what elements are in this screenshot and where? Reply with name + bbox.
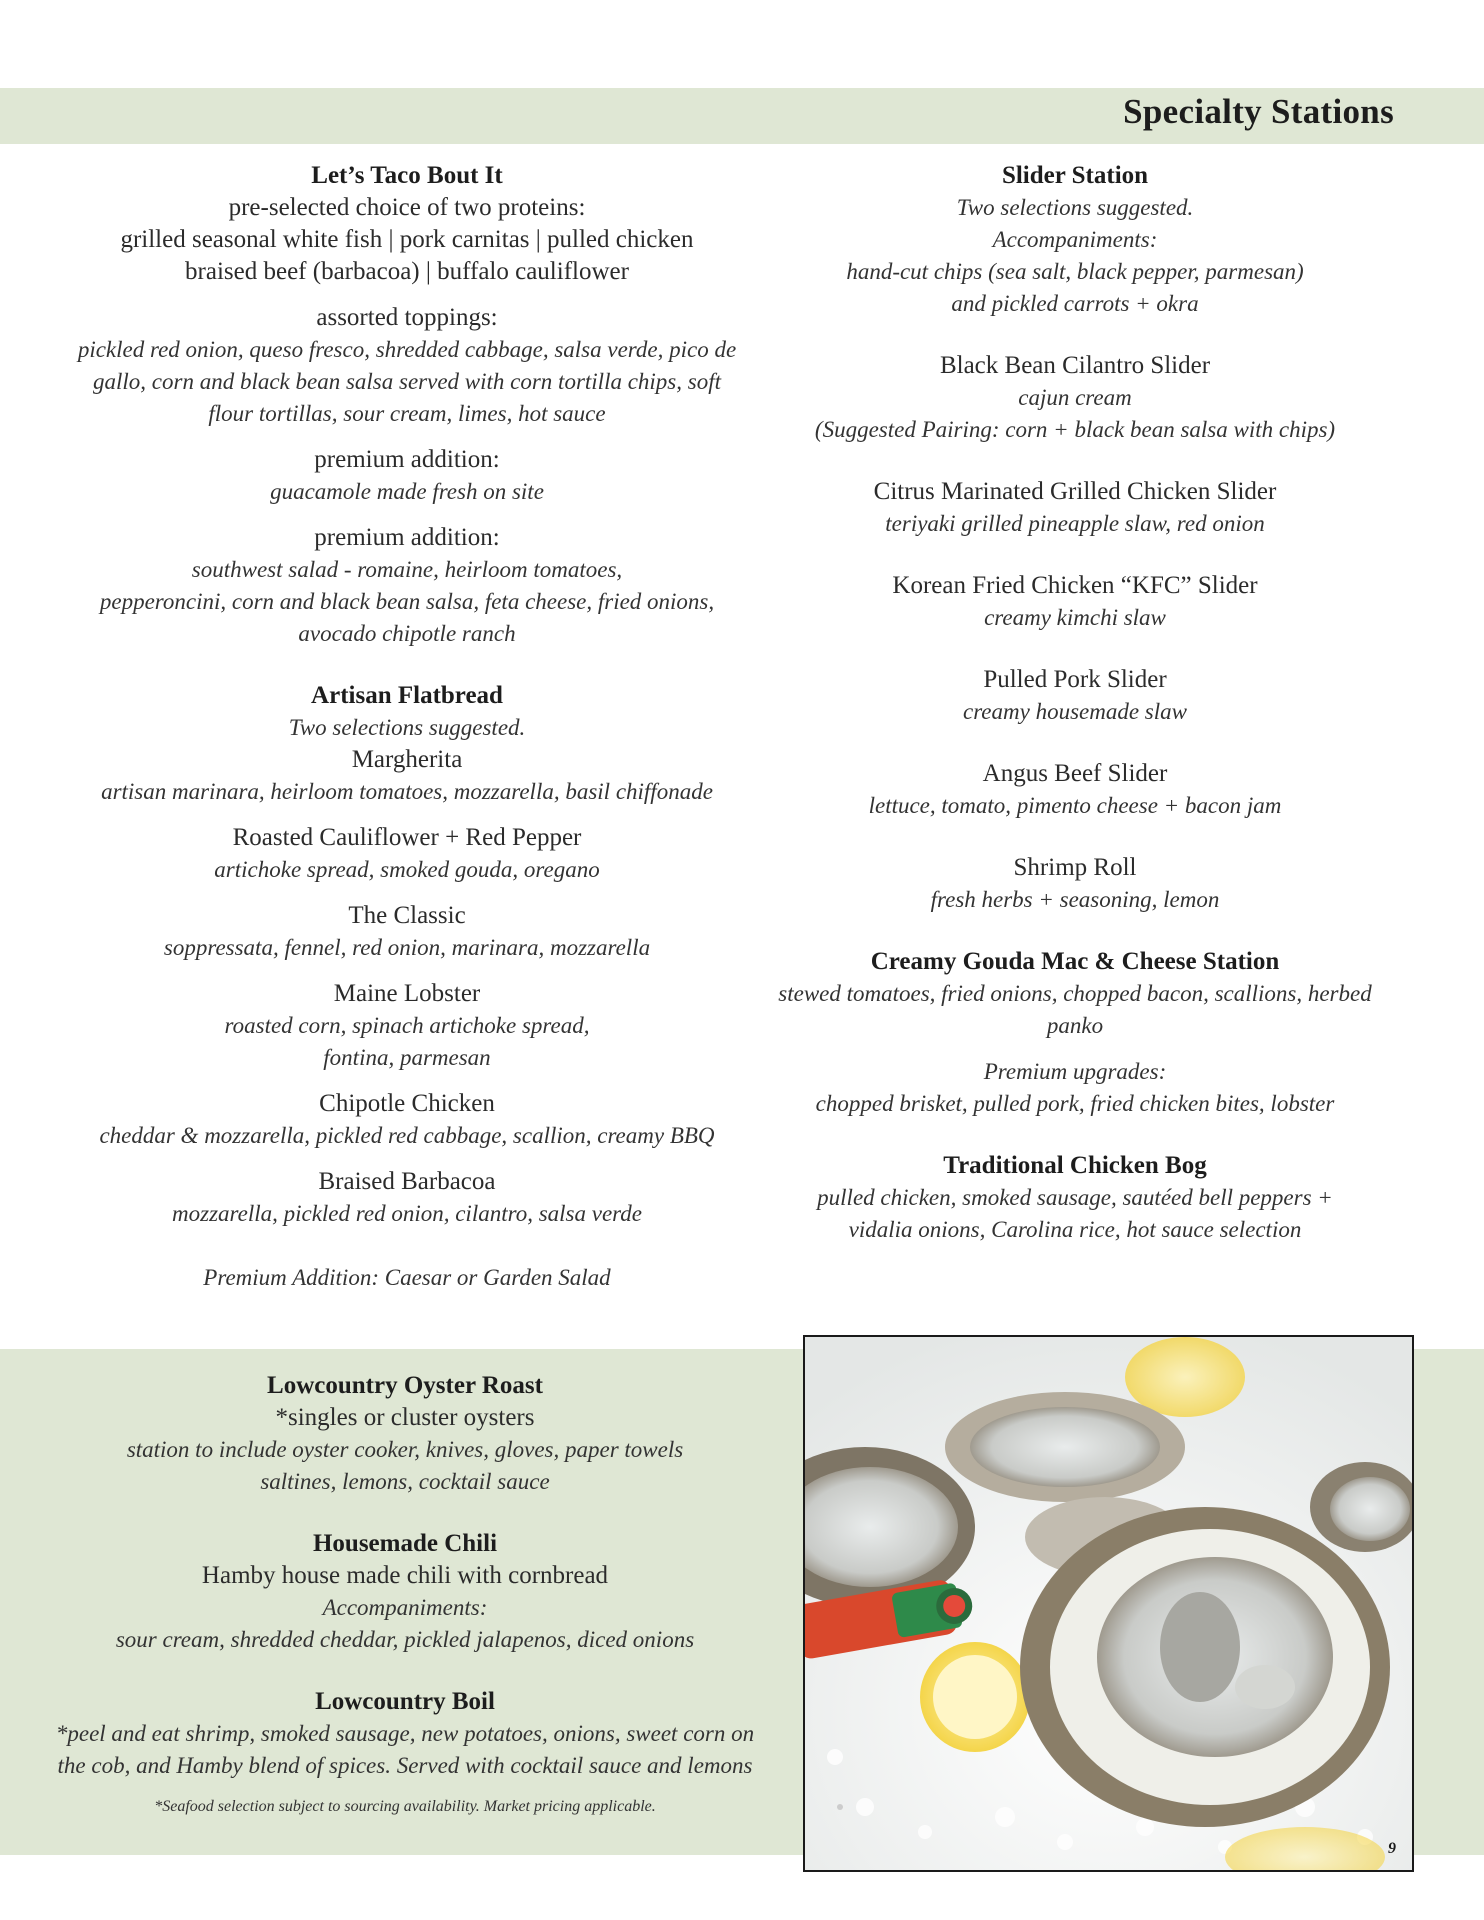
- boil-title: Lowcountry Boil: [315, 1688, 495, 1715]
- chili-station: [40, 1528, 770, 1656]
- taco-premium2-line2: pepperoncini, corn and black bean salsa, feta cheese, fried onions,: [99, 589, 715, 614]
- taco-premium2-line3: avocado chipotle ranch: [298, 621, 516, 646]
- slider-note: Two selections suggested.: [956, 195, 1194, 220]
- taco-subtitle: pre-selected choice of two proteins:: [228, 194, 586, 221]
- flatbread-item-desc: fontina, parmesan: [323, 1045, 491, 1070]
- mac-cheese-station: [760, 946, 1390, 1120]
- flatbread-item-name: Braised Barbacoa: [318, 1168, 496, 1195]
- chicken-bog-station: [760, 1150, 1390, 1246]
- bog-title: Traditional Chicken Bog: [943, 1152, 1207, 1179]
- slider-item-desc: teriyaki grilled pineapple slaw, red onion: [885, 511, 1265, 536]
- slider-item-desc: creamy kimchi slaw: [984, 605, 1166, 630]
- taco-proteins-line2: braised beef (barbacoa) | buffalo cauliflower: [185, 258, 629, 285]
- oyster-line1: station to include oyster cooker, knives, gloves, paper towels: [126, 1437, 684, 1462]
- bottom-column: [40, 1370, 770, 1818]
- taco-premium1-desc: guacamole made fresh on site: [270, 479, 544, 504]
- oyster-sub: *singles or cluster oysters: [275, 1404, 535, 1431]
- mac-desc: stewed tomatoes, fried onions, chopped bacon, scallions, herbed panko: [778, 981, 1372, 1038]
- slider-item-desc: cajun cream: [1018, 385, 1132, 410]
- slider-item-name: Citrus Marinated Grilled Chicken Slider: [873, 478, 1277, 505]
- flatbread-item-name: The Classic: [348, 902, 466, 929]
- oyster-photo: [803, 1335, 1414, 1872]
- taco-toppings-line1: pickled red onion, queso fresco, shredded cabbage, salsa verde, pico de: [77, 337, 737, 362]
- page-number: 9: [1388, 1840, 1396, 1857]
- flatbread-item-desc: artisan marinara, heirloom tomatoes, mozzarella, basil chiffonade: [101, 779, 713, 804]
- flatbread-note: Two selections suggested.: [288, 715, 526, 740]
- page-title: Specialty Stations: [1123, 92, 1394, 131]
- slider-station: [760, 160, 1390, 916]
- flatbread-title: Artisan Flatbread: [311, 682, 503, 709]
- taco-toppings-line2: gallo, corn and black bean salsa served with corn tortilla chips, soft: [93, 369, 721, 394]
- mac-title: Creamy Gouda Mac & Cheese Station: [870, 948, 1280, 975]
- flatbread-item-desc: soppressata, fennel, red onion, marinara, mozzarella: [163, 935, 651, 960]
- chili-acc-desc: sour cream, shredded cheddar, pickled jalapenos, diced onions: [115, 1627, 695, 1652]
- bog-line2: vidalia onions, Carolina rice, hot sauce selection: [848, 1217, 1302, 1242]
- slider-acc-label: Accompaniments:: [992, 227, 1158, 252]
- taco-title: Let’s Taco Bout It: [311, 162, 503, 189]
- mac-premium-label: Premium upgrades:: [983, 1059, 1167, 1084]
- boil-line1: *peel and eat shrimp, smoked sausage, new potatoes, onions, sweet corn on: [55, 1721, 755, 1746]
- slider-item-name: Korean Fried Chicken “KFC” Slider: [892, 572, 1258, 599]
- taco-station: [60, 160, 754, 650]
- flatbread-station: [60, 680, 754, 1294]
- taco-toppings-line3: flour tortillas, sour cream, limes, hot sauce: [208, 401, 606, 426]
- taco-toppings-label: assorted toppings:: [316, 304, 498, 331]
- flatbread-item-name: Margherita: [351, 746, 463, 773]
- taco-proteins-line1: grilled seasonal white fish | pork carnitas | pulled chicken: [120, 226, 694, 253]
- slider-item-desc: fresh herbs + seasoning, lemon: [930, 887, 1220, 912]
- slider-item-desc: (Suggested Pairing: corn + black bean salsa with chips): [814, 417, 1336, 442]
- flatbread-item-name: Roasted Cauliflower + Red Pepper: [232, 824, 582, 851]
- slider-acc-line2: and pickled carrots + okra: [951, 291, 1199, 316]
- slider-title: Slider Station: [1001, 162, 1149, 189]
- taco-premium2-label: premium addition:: [314, 524, 500, 551]
- right-column: [760, 160, 1390, 1246]
- flatbread-premium: Premium Addition: Caesar or Garden Salad: [203, 1265, 611, 1290]
- flatbread-item-name: Chipotle Chicken: [319, 1090, 495, 1117]
- left-column: [60, 160, 754, 1294]
- slider-acc-line1: hand-cut chips (sea salt, black pepper, parmesan): [846, 259, 1304, 284]
- seafood-footnote: *Seafood selection subject to sourcing availability. Market pricing applicable.: [154, 1798, 656, 1815]
- chili-title: Housemade Chili: [312, 1530, 498, 1557]
- chili-sub: Hamby house made chili with cornbread: [201, 1562, 609, 1589]
- bog-line1: pulled chicken, smoked sausage, sautéed bell peppers +: [817, 1185, 1333, 1210]
- oyster-title: Lowcountry Oyster Roast: [267, 1372, 543, 1399]
- oyster-line2: saltines, lemons, cocktail sauce: [260, 1469, 550, 1494]
- slider-item-name: Pulled Pork Slider: [983, 666, 1167, 693]
- slider-item-name: Shrimp Roll: [1013, 854, 1137, 881]
- flatbread-item-name: Maine Lobster: [333, 980, 481, 1007]
- lowcountry-boil-station: [40, 1686, 770, 1782]
- oyster-roast-station: [40, 1370, 770, 1498]
- taco-premium1-label: premium addition:: [314, 446, 500, 473]
- slider-item-name: Angus Beef Slider: [982, 760, 1168, 787]
- flatbread-item-desc: roasted corn, spinach artichoke spread,: [224, 1013, 590, 1038]
- slider-item-desc: lettuce, tomato, pimento cheese + bacon jam: [868, 793, 1282, 818]
- oyster-illustration: [805, 1337, 1412, 1870]
- taco-premium2-line1: southwest salad - romaine, heirloom tomatoes,: [191, 557, 623, 582]
- mac-premium-desc: chopped brisket, pulled pork, fried chicken bites, lobster: [815, 1091, 1335, 1116]
- slider-item-desc: creamy housemade slaw: [963, 699, 1187, 724]
- slider-item-name: Black Bean Cilantro Slider: [939, 352, 1211, 379]
- flatbread-item-desc: mozzarella, pickled red onion, cilantro, salsa verde: [172, 1201, 642, 1226]
- chili-acc-label: Accompaniments:: [322, 1595, 488, 1620]
- flatbread-item-desc: cheddar & mozzarella, pickled red cabbage, scallion, creamy BBQ: [99, 1123, 715, 1148]
- boil-line2: the cob, and Hamby blend of spices. Served with cocktail sauce and lemons: [57, 1753, 753, 1778]
- flatbread-item-desc: artichoke spread, smoked gouda, oregano: [214, 857, 600, 882]
